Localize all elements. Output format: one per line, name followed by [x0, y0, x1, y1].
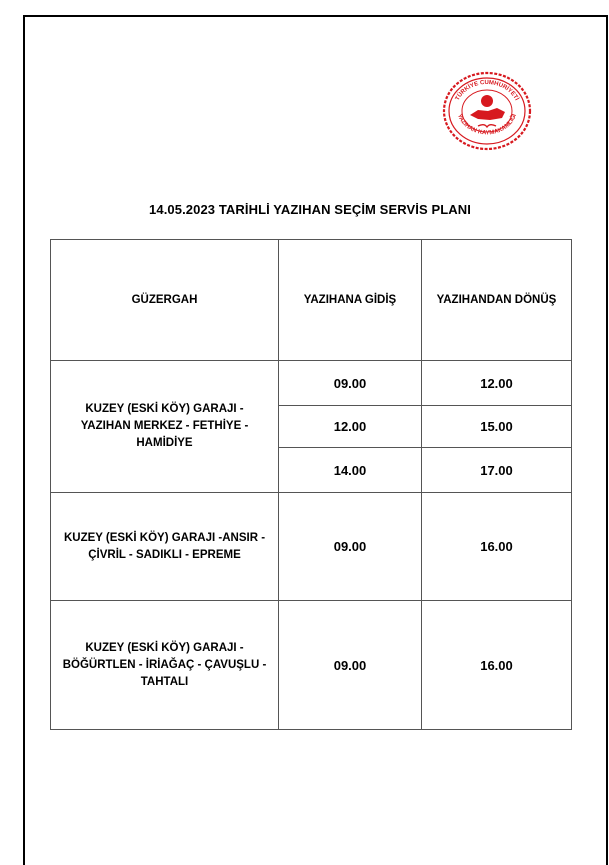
departure-time: 09.00 [279, 361, 422, 406]
route-line: ÇİVRİL - SADIKLI - EPREME [88, 548, 241, 561]
route-line: KUZEY (ESKİ KÖY) GARAJI - [85, 403, 244, 415]
route-line: YAZIHAN MERKEZ - FETHİYE - [80, 420, 249, 432]
route-line: BÖĞÜRTLEN - İRİAĞAÇ - ÇAVUŞLU - [62, 658, 267, 671]
return-time: 15.00 [422, 406, 572, 448]
header-return: YAZIHANDAN DÖNÜŞ [422, 240, 572, 361]
departure-time: 12.00 [279, 406, 422, 448]
header-departure: YAZIHANA GİDİŞ [279, 240, 422, 361]
table-row [51, 601, 572, 730]
route-line: TAHTALI [140, 675, 189, 688]
service-schedule-table [50, 239, 572, 730]
document-title: 14.05.2023 TARİHLİ YAZIHAN SEÇİM SERVİS PLANI [149, 202, 471, 217]
route-cell [51, 601, 279, 730]
seal-bottom-text: YAZIHAN KAYMAKAMLIĞI [455, 113, 518, 137]
departure-time: 09.00 [279, 601, 422, 730]
route-line: HAMİDİYE [136, 437, 193, 449]
seal-top-text: TÜRKİYE CUMHURİYETİ [454, 79, 520, 102]
departure-time: 09.00 [279, 493, 422, 601]
return-time: 17.00 [422, 448, 572, 493]
route-line: KUZEY (ESKİ KÖY) GARAJI - [85, 641, 244, 654]
return-time: 16.00 [422, 601, 572, 730]
route-cell [51, 361, 279, 493]
table-header-row [51, 240, 572, 361]
return-time: 12.00 [422, 361, 572, 406]
departure-time: 14.00 [279, 448, 422, 493]
yazihan-kaymakamligi-seal [442, 71, 532, 151]
header-route: GÜZERGAH [51, 240, 279, 361]
route-line: KUZEY (ESKİ KÖY) GARAJI -ANSIR - [63, 531, 266, 544]
table-row [51, 361, 572, 406]
table-row [51, 493, 572, 601]
route-cell [51, 493, 279, 601]
return-time: 16.00 [422, 493, 572, 601]
